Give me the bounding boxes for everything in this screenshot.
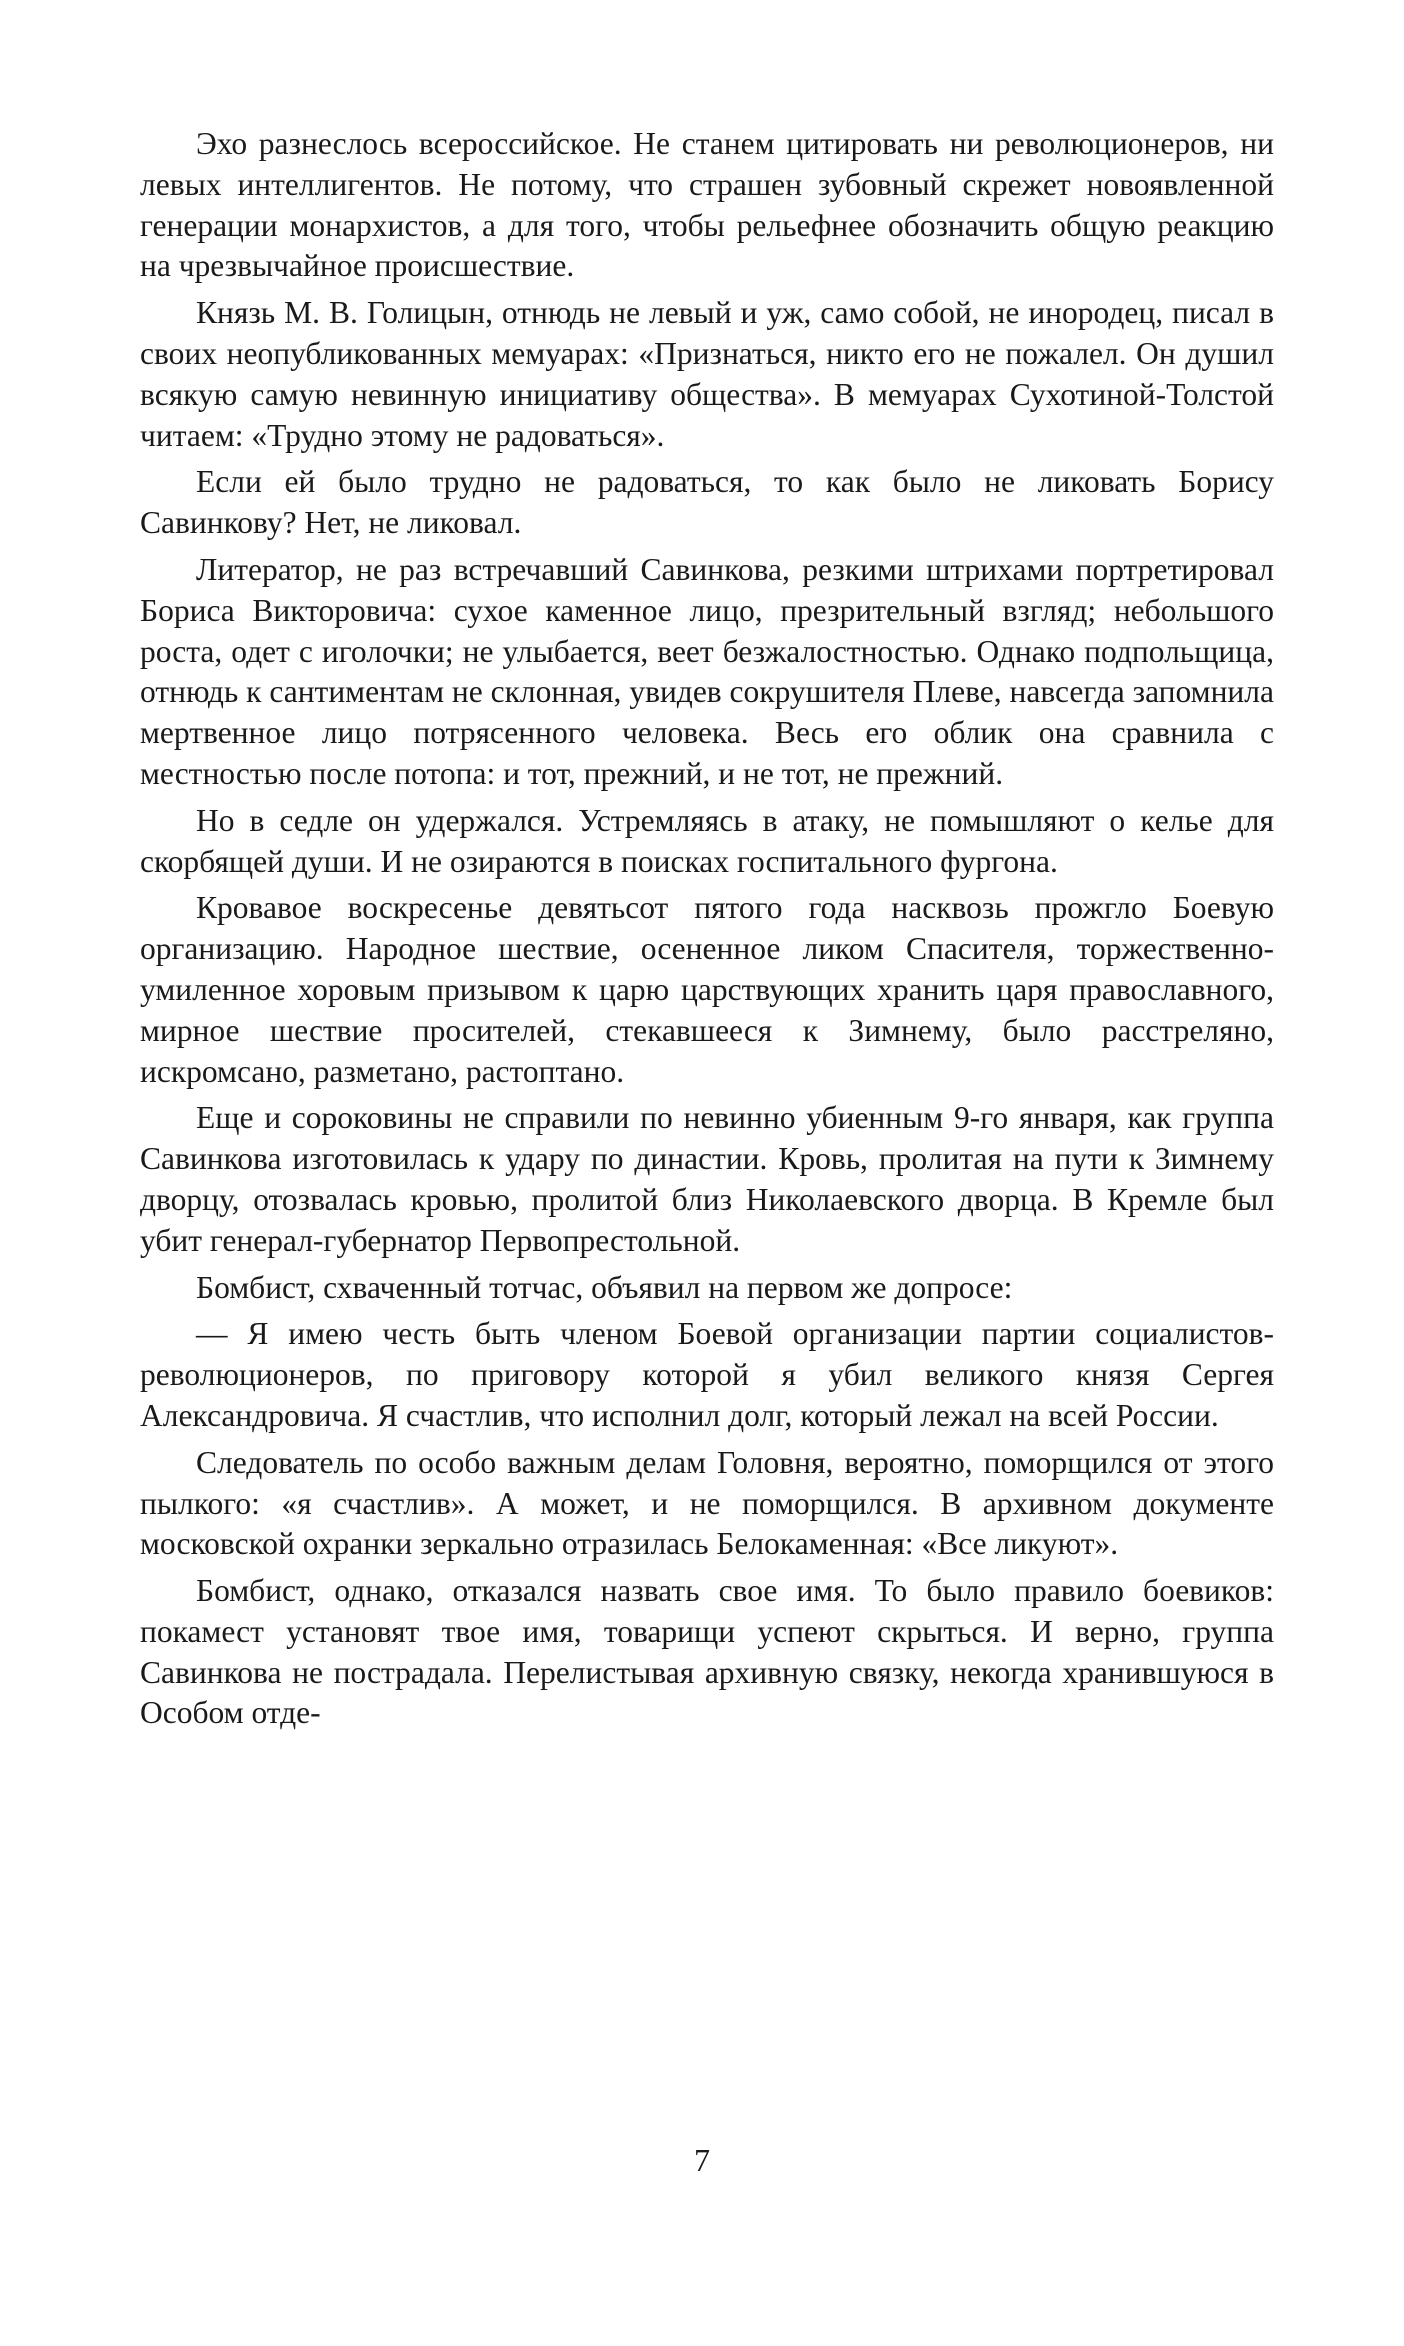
paragraph-11: Бомбист, однако, отказался назвать свое имя. То было правило боевиков: покамест установят твое имя, товарищи успеют скрыться. И верно, группа Савинкова не пострадала. Перелистывая архивную связку, некогда хранившуюся в Особом отде- [140,1573,1274,1731]
paragraph-9: — Я имею честь быть членом Боевой организации партии социалистов-революционеров, по приговору которой я убил великого князя Сергея Александровича. Я счастлив, что исполнил долг, который лежал на всей России. [140,1316,1274,1433]
page-number: 7 [694,2142,710,2178]
page-text-column [140,124,1274,1740]
paragraph-1: Эхо разнеслось всероссийское. Не станем цитировать ни революционеров, ни левых интеллигентов. Не потому, что страшен зубовный скрежет новоявленной генерации монархистов, а для того, чтобы рельефнее обозначить общую реакцию на чрезвычайное происшествие. [140,126,1274,284]
paragraph-6: Кровавое воскресенье девятьсот пятого года насквозь прожгло Боевую организацию. Народное шествие, осененное ликом Спасителя, торжественно-умиленное хоровым призывом к царю царствующих хранить царя православного, мирное шествие просителей, стекавшееся к Зимнему, было расстреляно, искромсано, разметано, растоптано. [140,890,1274,1089]
paragraph-4: Литератор, не раз встречавший Савинкова, резкими штрихами портретировал Бориса Викторовича: сухое каменное лицо, презрительный взгляд; небольшого роста, одет с иголочки; не улыбается, веет безжалостностью. Однако подпольщица, отнюдь к сантиментам не склонная, увидев сокрушителя Плеве, навсегда запомнила мертвенное лицо потрясенного человека. Весь его облик она сравнила с местностью после потопа: и тот, прежний, и не тот, не прежний. [140,551,1274,791]
paragraph-5: Но в седле он удержался. Устремляясь в атаку, не помышляют о келье для скорбящей души. И не озираются в поисках госпитального фургона. [140,802,1274,879]
paragraph-10: Следователь по особо важным делам Головня, вероятно, поморщился от этого пылкого: «я счастлив». А может, и не поморщился. В архивном документе московской охранки зеркально отразилась Белокаменная: «Все ликуют». [140,1444,1274,1562]
paragraph-3: Если ей было трудно не радоваться, то как было не ликовать Борису Савинкову? Нет, не ликовал. [140,464,1274,541]
paragraph-8: Бомбист, схваченный тотчас, объявил на первом же допросе: [196,1269,1013,1305]
paragraph-7: Еще и сороковины не справили по невинно убиенным 9-го января, как группа Савинкова изготовилась к удару по династии. Кровь, пролитая на пути к Зимнему дворцу, отозвалась кровью, пролитой близ Николаевского дворца. В Кремле был убит генерал-губернатор Первопрестольной. [140,1100,1274,1258]
paragraph-2: Князь М. В. Голицын, отнюдь не левый и уж, само собой, не инородец, писал в своих неопубликованных мемуарах: «Признаться, никто его не пожалел. Он душил всякую самую невинную инициативу общества». В мемуарах Сухотиной-Толстой читаем: «Трудно этому не радоваться». [140,295,1274,453]
